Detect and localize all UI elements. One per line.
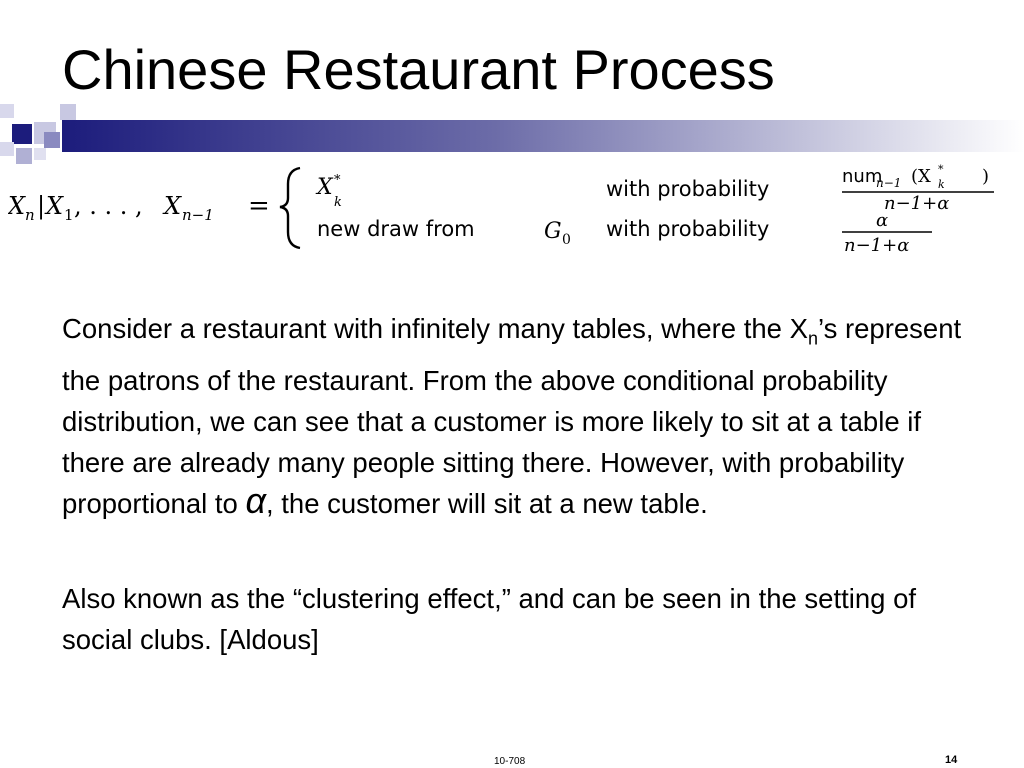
case1-with-prob: with probability (606, 177, 770, 201)
eq-lhs-sub3: n−1 (182, 206, 214, 224)
deco-square (12, 124, 32, 144)
deco-square (34, 148, 46, 160)
title-decoration-bar (0, 104, 1024, 170)
footer-course-number: 10-708 (494, 756, 526, 767)
paragraph-2: Also known as the “clustering effect,” and can be seen in the setting of social clubs. [Aldous] (62, 582, 917, 655)
case2-sub: 0 (562, 232, 571, 248)
eq-lhs-sub2: 1 (64, 206, 74, 224)
case1-denominator: n−1+α (884, 193, 950, 214)
paragraph-1 (62, 308, 982, 524)
deco-square (60, 104, 76, 120)
case1-num-label: num (842, 166, 883, 187)
case1-num-arg-sup: * (938, 163, 944, 176)
case2-var: G (544, 219, 562, 244)
eq-lhs-sub: n (25, 206, 35, 224)
deco-square (16, 104, 30, 118)
crp-equation (8, 162, 1008, 258)
eq-lhs-var: X (8, 192, 26, 220)
paragraph-1-part-3: , the customer will sit at a new table. (265, 487, 708, 519)
case2-with-prob: with probability (606, 217, 770, 241)
case2-value-text: new draw from (317, 217, 475, 241)
eq-lhs-var2: X (46, 192, 64, 220)
eq-lhs-mid: , . . . , (74, 192, 143, 220)
eq-left-brace (280, 168, 300, 248)
case1-num-arg-sub: k (938, 178, 945, 191)
slide-body (62, 308, 982, 660)
case1-num-sub: n−1 (876, 176, 902, 190)
case1-num-close: ) (982, 166, 990, 187)
paragraph-1-part-1: Consider a restaurant with infinitely many tables, where the X (62, 313, 808, 344)
gradient-band (62, 120, 1024, 152)
page-number: 14 (945, 754, 958, 766)
case2-numerator: α (876, 210, 889, 231)
case1-sup: * (334, 173, 341, 188)
deco-square (0, 142, 14, 156)
case1-num-arg: (X (911, 166, 931, 187)
paragraph-1-part-2: ’s represent the patrons of the restaurant. From the above conditional probability distribution, we can see that a customer is more likely to sit at a table if there are already many people sitting there. However, with probability proportional to (62, 313, 962, 519)
case2-denominator: n−1+α (844, 235, 910, 256)
slide-title: Chinese Restaurant Process (62, 38, 775, 101)
case1-var: X (317, 175, 333, 200)
equation-case-2 (317, 210, 932, 256)
eq-equals: = (248, 191, 270, 221)
eq-lhs-var3: X (164, 192, 182, 220)
eq-lhs-given: | (37, 192, 46, 220)
case1-sub: k (334, 195, 342, 210)
equation-lhs (8, 191, 270, 224)
equation-case-1 (315, 163, 994, 214)
paragraph-1-subscript: n (807, 328, 818, 349)
deco-square (44, 132, 60, 148)
deco-square (0, 104, 14, 118)
alpha-symbol: α (245, 479, 266, 521)
